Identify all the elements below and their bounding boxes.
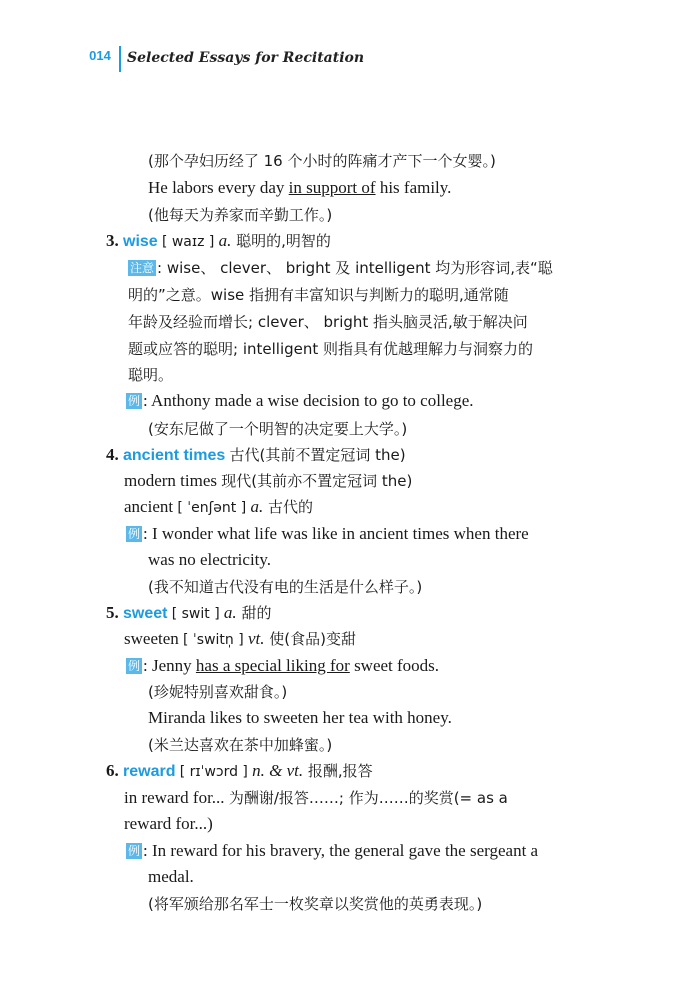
example-label: 例: [128, 844, 141, 858]
translation-line: (他每天为养家而辛勤工作。): [148, 206, 333, 224]
translation-line: (我不知道古代没有电的生活是什么样子。): [148, 578, 423, 596]
usage-note-line: 年龄及经验而增长; clever、 bright 指头脑灵活,敏于解决问: [128, 313, 528, 331]
headword: wise: [123, 233, 158, 250]
phonetic: [ ˈenʃənt ]: [177, 500, 247, 516]
phonetic: [ ˈswitn̩ ]: [183, 632, 244, 648]
entry-ancient-times: 4. ancient times 古代(其前不置定冠词 the): [106, 445, 406, 464]
underlined-phrase: in support of: [288, 178, 376, 197]
translation-line: (米兰达喜欢在茶中加蜂蜜。): [148, 736, 333, 754]
related-phrase: modern times 现代(其前亦不置定冠词 the): [124, 471, 413, 490]
translation-line: (将军颁给那名军士一枚奖章以奖赏他的英勇表现。): [148, 895, 483, 913]
example-label: 例: [128, 394, 141, 408]
related-phrase-cont: reward for...): [124, 814, 213, 833]
entry-reward: 6. reward [ rɪˈwɔrd ] n. & vt. 报酬,报答: [106, 761, 373, 780]
phonetic: [ waɪz ]: [161, 234, 215, 250]
example-sentence: He labors every day in support of his family.: [148, 178, 452, 197]
headword: ancient times: [123, 447, 226, 464]
headword: sweet: [123, 605, 168, 622]
usage-note-line: 明的”之意。wise 指拥有丰富知识与判断力的聪明,通常随: [128, 286, 509, 304]
example-sentence-cont: medal.: [148, 867, 194, 886]
translation-line: (那个孕妇历经了 16 个小时的阵痛才产下一个女婴。): [148, 152, 496, 170]
related-word: ancient [ ˈenʃənt ] a. 古代的: [124, 497, 313, 516]
phonetic: [ swit ]: [171, 606, 220, 622]
example-sentence: 例 : Jenny has a special liking for sweet foods.: [128, 656, 440, 675]
note-label: 注意: [130, 261, 155, 275]
page-number: 014: [89, 48, 111, 63]
translation-line: (珍妮特别喜欢甜食。): [148, 683, 288, 701]
example-sentence: 例 : Anthony made a wise decision to go to college.: [128, 391, 474, 410]
example-sentence-cont: was no electricity.: [148, 550, 272, 569]
example-sentence: 例 : I wonder what life was like in ancient times when there: [128, 524, 529, 543]
example-sentence: 例 : In reward for his bravery, the general gave the sergeant a: [128, 841, 539, 860]
related-word: sweeten [ ˈswitn̩ ] vt. 使(食品)变甜: [124, 629, 356, 648]
usage-note: 注意 : wise、 clever、 bright 及 intelligent 均为形容词,表“聪: [130, 259, 553, 277]
underlined-phrase: has a special liking for: [195, 656, 350, 675]
entry-wise: 3. wise [ waɪz ] a. 聪明的,明智的: [106, 231, 331, 250]
translation-line: (安东尼做了一个明智的决定要上大学。): [148, 420, 408, 438]
usage-note-line: 聪明。: [128, 366, 174, 384]
headword: reward: [123, 763, 176, 780]
header-divider: [119, 46, 121, 72]
example-label: 例: [128, 659, 141, 673]
related-phrase: in reward for... 为酬谢/报答……; 作为……的奖赏(= as a: [124, 788, 508, 807]
example-sentence: Miranda likes to sweeten her tea with honey.: [148, 708, 452, 727]
phonetic: [ rɪˈwɔrd ]: [179, 764, 248, 780]
example-label: 例: [128, 527, 141, 541]
usage-note-line: 题或应答的聪明; intelligent 则指具有优越理解力与洞察力的: [128, 340, 534, 358]
book-title: Selected Essays for Recitation: [127, 50, 365, 66]
entry-sweet: 5. sweet [ swit ] a. 甜的: [106, 603, 272, 622]
